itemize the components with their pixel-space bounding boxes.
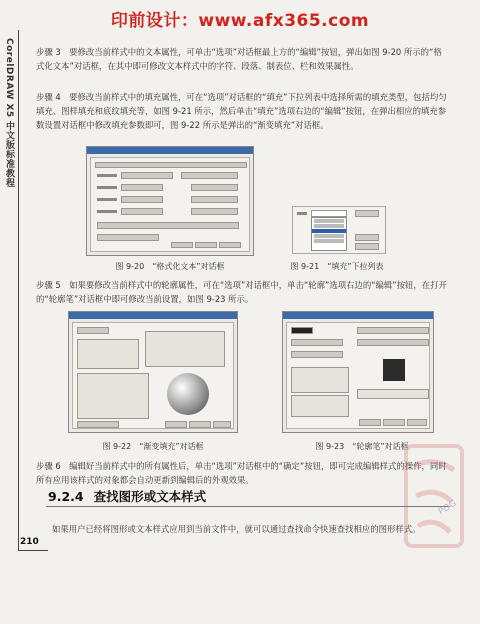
- options-group: [145, 331, 225, 367]
- label: [97, 210, 117, 213]
- dialog-body: [90, 157, 250, 252]
- field[interactable]: [191, 208, 238, 215]
- cancel-button[interactable]: [383, 419, 405, 426]
- list-item[interactable]: [314, 219, 344, 223]
- calligraphy-preview: [383, 359, 405, 381]
- dialog-title-bar: [69, 312, 237, 319]
- edit-button[interactable]: [355, 210, 379, 217]
- site-header: 印前设计：www.afx365.com: [110, 11, 370, 31]
- help-button[interactable]: [407, 419, 427, 426]
- options-row[interactable]: [357, 339, 429, 346]
- watermark-pdg: PDG: [436, 498, 459, 518]
- edit-button[interactable]: [355, 234, 379, 241]
- line-caps-group: [291, 395, 349, 417]
- field[interactable]: [191, 184, 238, 191]
- figure-fill-dropdown: [292, 206, 386, 254]
- dialog-title-bar: [87, 147, 253, 154]
- tab-strip[interactable]: [95, 162, 247, 168]
- fill-select[interactable]: [311, 210, 347, 217]
- margin-rule: [18, 30, 19, 550]
- paragraph-step4: 步骤 4 要修改当前样式中的填充属性，可在“选项”对话框的“填充”下拉列表中选择所需的填充类型，包括均匀填充、图样填充和底纹填充等，如图 9-21 所示，然后单击“填充”选项右边的“编辑”按钮，在弹出相应的填充参数设置对话框中修改填充参数即可，图 9-22 所示是弹出的“渐变填充”对话框。: [36, 92, 447, 130]
- figure-outline-pen-dialog: [282, 311, 434, 433]
- figure-format-text-dialog: [86, 146, 254, 256]
- label: [97, 186, 117, 189]
- watermark-seal: [392, 436, 478, 556]
- list-item[interactable]: [314, 239, 344, 243]
- label: [97, 174, 117, 177]
- gradient-preview: [167, 373, 209, 415]
- section-title: 查找图形或文本样式: [93, 489, 207, 504]
- checkbox-group[interactable]: [357, 389, 429, 399]
- field[interactable]: [97, 234, 159, 241]
- color-swatch[interactable]: [291, 327, 313, 334]
- arrows-select[interactable]: [357, 327, 429, 334]
- caption-fig22: 图 9-22 “渐变填充”对话框: [102, 442, 204, 451]
- field[interactable]: [121, 196, 163, 203]
- dialog-body: [286, 322, 430, 429]
- page-number-rule: [18, 550, 48, 551]
- caption-fig23: 图 9-23 “轮廓笔”对话框: [315, 442, 409, 451]
- field[interactable]: [97, 222, 239, 229]
- label: [97, 198, 117, 201]
- width-field[interactable]: [291, 339, 343, 346]
- field[interactable]: [121, 184, 163, 191]
- book-title-sidebar: CorelDRAW X5 中文版标准教程: [4, 38, 14, 188]
- list-item-selected[interactable]: [312, 229, 346, 233]
- field[interactable]: [191, 196, 238, 203]
- field[interactable]: [121, 208, 163, 215]
- dialog-body: [72, 322, 234, 429]
- paragraph-intro-find-style: 如果用户已经将图形或文本样式应用到当前文件中，就可以通过查找命令快速查找相应的图形样式。: [52, 524, 421, 534]
- font-select[interactable]: [121, 172, 173, 179]
- ok-button[interactable]: [359, 419, 381, 426]
- help-button[interactable]: [213, 421, 231, 428]
- section-number: 9.2.4: [48, 489, 84, 504]
- style-select[interactable]: [291, 351, 343, 358]
- paragraph-step5: 步骤 5 如果要修改当前样式中的轮廓属性，可在“选项”对话框中，单击“轮廓”选项右边的“编辑”按钮，在打开的“轮廓笔”对话框中即可修改当前设置，如图 9-23 所示。: [36, 280, 447, 304]
- color-blend-group: [77, 373, 149, 419]
- section-divider: [46, 506, 450, 507]
- cancel-button[interactable]: [189, 421, 211, 428]
- type-select[interactable]: [77, 327, 109, 334]
- figure-fountain-fill-dialog: [68, 311, 238, 433]
- corners-group: [291, 367, 349, 393]
- fill-options-list[interactable]: [311, 217, 347, 251]
- edit-button[interactable]: [355, 243, 379, 250]
- ok-button[interactable]: [171, 242, 193, 248]
- dialog-title-bar: [283, 312, 433, 319]
- fill-label: [297, 212, 307, 215]
- page-number: 210: [20, 537, 39, 547]
- help-button[interactable]: [219, 242, 241, 248]
- paragraph-step3: 步骤 3 要修改当前样式中的文本属性，可单击“选项”对话框最上方的“编辑”按钮，弹出如图 9-20 所示的“格式化文本”对话框，在其中即可修改文本样式中的字符、段落、制表位、栏和效果属性。: [36, 47, 442, 71]
- cancel-button[interactable]: [195, 242, 217, 248]
- section-heading: [48, 487, 206, 505]
- list-item[interactable]: [314, 224, 344, 228]
- center-offset-group: [77, 339, 139, 369]
- button[interactable]: [181, 172, 238, 179]
- paragraph-step6: 步骤 6 编辑好当前样式中的所有属性后，单击“选项”对话框中的“确定”按钮，即可完成编辑样式的操作，同时所有应用该样式的对象都会自动更新到编辑后的外观效果。: [36, 461, 447, 485]
- presets-select[interactable]: [77, 421, 119, 428]
- ok-button[interactable]: [165, 421, 187, 428]
- caption-fig20: 图 9-20 “格式化文本”对话框: [115, 262, 225, 271]
- list-item[interactable]: [314, 234, 344, 238]
- caption-fig21: 图 9-21 “填充”下拉列表: [290, 262, 384, 271]
